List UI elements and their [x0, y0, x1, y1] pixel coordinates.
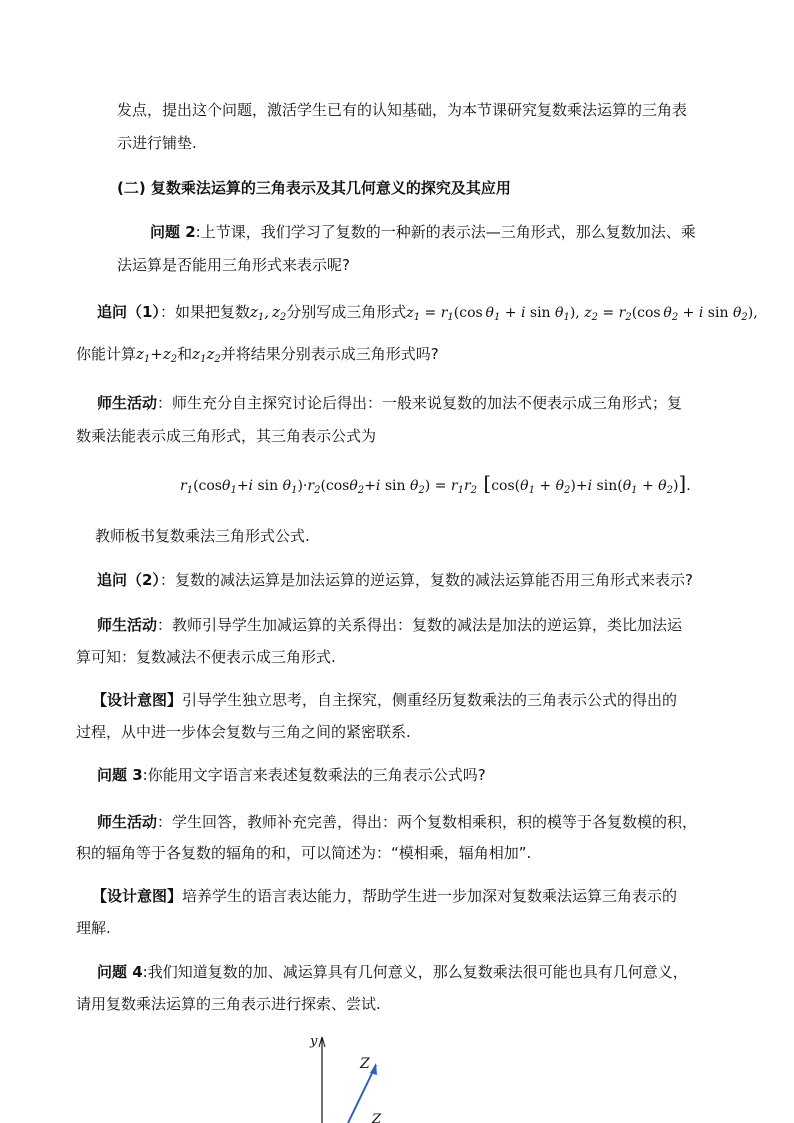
follow-up-1-line-1: 追问（1）：如果把复数$z_1$, $z_2$分别写成三角形式$z_1 = r_1(\cos$ $\theta_1 + i$ $\sin \theta_1$), $z_2 = r_2(\cos$ $\theta_2 + i$ $\sin \theta_2$),: [97, 303, 758, 323]
design-intent-2-label: 【设计意图】: [92, 887, 183, 905]
follow-up-1-label: 追问（1）: [97, 303, 160, 321]
activity-3-line-1: 师生活动：学生回答，教师补充完善，得出：两个复数相乘积，积的模等于各复数模的积，: [97, 813, 698, 831]
question-4-label: 问题 4: [97, 963, 143, 981]
z-pair-math: $z_1$, $z_2$: [249, 303, 287, 323]
complex-plane-figure: [290, 1025, 410, 1123]
point-z-label: Z: [360, 1056, 370, 1072]
sum-math: $z_1+z_2$: [136, 345, 178, 365]
question-4-line-1: 问题 4:我们知道复数的加、减运算具有几何意义，那么复数乘法很可能也具有几何意义，: [97, 963, 688, 981]
question-2-line-1: 问题 2:上节课，我们学习了复数的一种新的表示法—三角形式，那么复数加法、乘: [150, 223, 696, 241]
activity-2-label: 师生活动: [97, 616, 158, 634]
activity-2-line-1: 师生活动：教师引导学生加减运算的关系得出：复数的减法是加法的逆运算，类比加法运: [97, 616, 683, 634]
activity-1-line-2: 数乘法能表示成三角形式，其三角表示公式为: [76, 427, 377, 445]
trig-form-math: $z_1 = r_1(\cos$ $\theta_1 + i$ $\sin \theta_1$), $z_2 = r_2(\cos$ $\theta_2 + i$ $\sin \theta_2$),: [406, 305, 758, 323]
section-heading: (二) 复数乘法运算的三角表示及其几何意义的探究及其应用: [117, 179, 511, 197]
vector-z-arrowhead: [370, 1063, 377, 1075]
question-2-line-2: 法运算是否能用三角形式来表示呢?: [117, 256, 350, 274]
question-4-line-2: 请用复数乘法运算的三角表示进行探索、尝试.: [76, 995, 381, 1013]
activity-3-line-2: 积的辐角等于各复数的辐角的和，可以简述为：“模相乘，辐角相加”.: [76, 844, 532, 862]
question-3: 问题 3:你能用文字语言来表述复数乘法的三角表示公式吗?: [97, 766, 486, 784]
design-intent-1-label: 【设计意图】: [92, 691, 183, 709]
intro-line-1: 发点，提出这个问题，激活学生已有的认知基础，为本节课研究复数乘法运算的三角表: [117, 101, 688, 119]
activity-3-label: 师生活动: [97, 813, 158, 831]
follow-up-2: 追问（2）：复数的减法运算是加法运算的逆运算，复数的减法运算能否用三角形式来表示?: [97, 571, 693, 589]
multiplication-formula: $r_1(\cos\theta_1+i$ $\sin \theta_1)\cdot r_2(\cos\theta_2+i$ $\sin \theta_2) = r_1r_2$ [$\cos(\theta_1 + \theta_2)+i$ $\sin(\theta_1 + \theta_2)$].: [180, 471, 691, 496]
board-note: 教师板书复数乘法三角形式公式.: [95, 527, 310, 545]
question-2-label: 问题 2: [150, 223, 196, 241]
product-math: $z_1z_2$: [192, 345, 221, 365]
question-3-label: 问题 3: [97, 766, 143, 784]
follow-up-2-label: 追问（2）: [97, 571, 160, 589]
activity-2-line-2: 算可知：复数减法不便表示成三角形式.: [76, 648, 336, 666]
point-z2-label: Z: [372, 1112, 382, 1123]
activity-1-line-1: 师生活动：师生充分自主探究讨论后得出：一般来说复数的加法不便表示成三角形式；复: [97, 394, 683, 412]
design-intent-1-line-1: 【设计意图】引导学生独立思考，自主探究，侧重经历复数乘法的三角表示公式的得出的: [92, 691, 678, 709]
design-intent-2-line-2: 理解.: [76, 919, 111, 937]
activity-1-label: 师生活动: [97, 394, 158, 412]
y-axis-label: y: [310, 1034, 318, 1049]
design-intent-2-line-1: 【设计意图】培养学生的语言表达能力，帮助学生进一步加深对复数乘法运算三角表示的: [92, 887, 678, 905]
follow-up-1-line-2: 你能计算$z_1+z_2$和$z_1z_2$并将结果分别表示成三角形式吗?: [76, 345, 439, 365]
intro-line-2: 示进行铺垫.: [117, 134, 197, 152]
design-intent-1-line-2: 过程，从中进一步体会复数与三角之间的紧密联系.: [76, 723, 411, 741]
